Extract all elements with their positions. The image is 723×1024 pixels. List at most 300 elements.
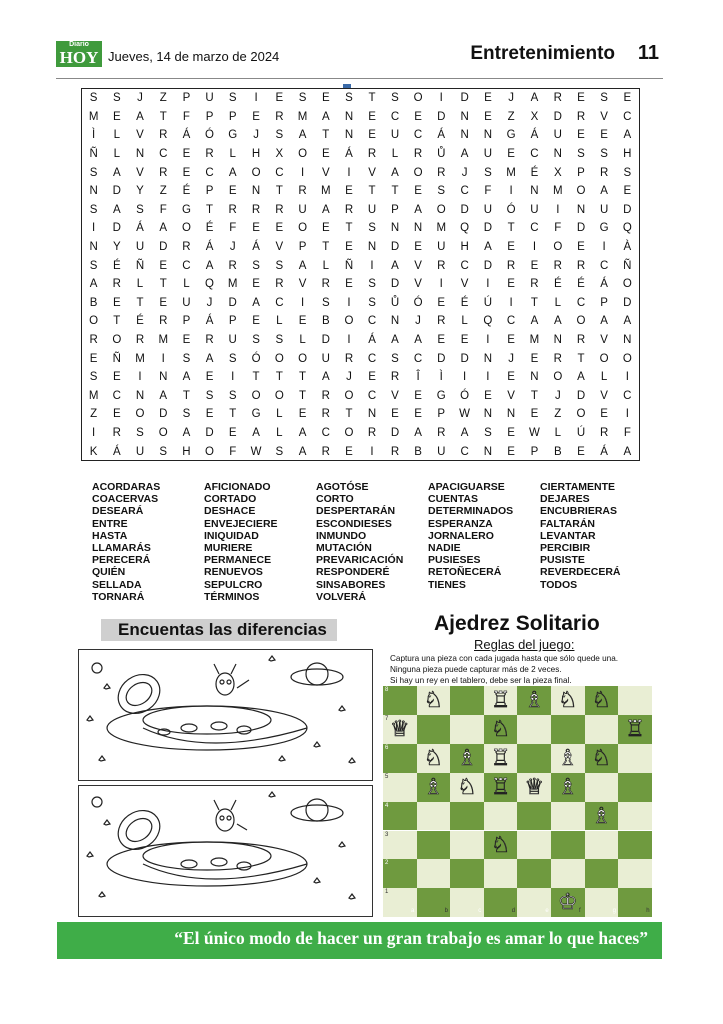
grid-letter[interactable]: Á bbox=[112, 445, 121, 458]
grid-letter[interactable]: Q bbox=[205, 278, 214, 291]
grid-letter[interactable]: Ú bbox=[483, 296, 493, 309]
grid-letter[interactable]: J bbox=[415, 315, 421, 328]
grid-letter[interactable]: N bbox=[623, 334, 632, 347]
grid-letter[interactable]: L bbox=[554, 296, 562, 309]
grid-letter[interactable]: R bbox=[275, 110, 284, 123]
grid-letter[interactable]: R bbox=[599, 426, 609, 439]
grid-letter[interactable]: E bbox=[205, 408, 214, 421]
grid-letter[interactable]: S bbox=[437, 185, 446, 198]
grid-letter[interactable]: E bbox=[414, 408, 422, 421]
grid-letter[interactable]: S bbox=[321, 296, 330, 309]
queen-piece[interactable]: ♕ bbox=[389, 715, 410, 741]
grid-letter[interactable]: T bbox=[229, 408, 237, 421]
grid-letter[interactable]: N bbox=[367, 241, 377, 254]
grid-letter[interactable]: E bbox=[182, 166, 191, 179]
grid-letter[interactable]: R bbox=[228, 259, 237, 272]
grid-letter[interactable]: P bbox=[182, 315, 191, 328]
board-square[interactable] bbox=[585, 859, 619, 888]
grid-letter[interactable]: X bbox=[553, 166, 562, 179]
grid-letter[interactable]: D bbox=[112, 185, 121, 198]
grid-letter[interactable]: I bbox=[486, 334, 490, 347]
grid-letter[interactable]: L bbox=[229, 148, 236, 161]
knight-piece[interactable]: ♘ bbox=[557, 687, 578, 712]
grid-letter[interactable]: O bbox=[599, 352, 609, 365]
board-square[interactable] bbox=[618, 859, 652, 888]
grid-letter[interactable]: Y bbox=[112, 241, 121, 254]
grid-letter[interactable]: I bbox=[161, 352, 165, 365]
grid-letter[interactable]: E bbox=[437, 296, 446, 309]
knight-piece[interactable]: ♘ bbox=[490, 715, 511, 741]
grid-letter[interactable]: D bbox=[437, 110, 446, 123]
grid-letter[interactable]: M bbox=[227, 278, 238, 291]
grid-letter[interactable]: S bbox=[275, 259, 284, 272]
grid-letter[interactable]: B bbox=[414, 445, 422, 458]
grid-letter[interactable]: F bbox=[229, 445, 237, 458]
grid-letter[interactable]: U bbox=[321, 352, 330, 365]
grid-letter[interactable]: S bbox=[577, 148, 585, 161]
grid-letter[interactable]: V bbox=[460, 278, 469, 291]
grid-letter[interactable]: I bbox=[625, 371, 629, 384]
grid-letter[interactable]: A bbox=[252, 296, 260, 309]
grid-letter[interactable]: A bbox=[623, 315, 632, 328]
grid-letter[interactable]: A bbox=[136, 110, 144, 123]
grid-letter[interactable]: L bbox=[600, 371, 608, 384]
grid-letter[interactable]: S bbox=[89, 371, 98, 384]
grid-letter[interactable]: R bbox=[321, 445, 330, 458]
grid-letter[interactable]: C bbox=[413, 129, 423, 142]
board-square[interactable] bbox=[585, 715, 619, 744]
grid-letter[interactable]: E bbox=[623, 92, 632, 105]
grid-letter[interactable]: J bbox=[137, 92, 143, 105]
grid-letter[interactable]: N bbox=[344, 129, 354, 142]
bishop-piece[interactable]: ♗ bbox=[557, 744, 578, 770]
grid-letter[interactable]: O bbox=[158, 426, 168, 439]
grid-letter[interactable]: Á bbox=[437, 129, 446, 142]
grid-letter[interactable]: À bbox=[623, 241, 632, 254]
grid-letter[interactable]: E bbox=[182, 148, 191, 161]
grid-letter[interactable]: V bbox=[600, 110, 608, 123]
grid-letter[interactable]: A bbox=[112, 166, 121, 179]
grid-letter[interactable]: T bbox=[507, 222, 515, 235]
grid-letter[interactable]: T bbox=[299, 389, 307, 402]
grid-letter[interactable]: R bbox=[390, 445, 400, 458]
grid-letter[interactable]: E bbox=[345, 241, 353, 254]
grid-letter[interactable]: U bbox=[390, 129, 400, 142]
grid-letter[interactable]: T bbox=[530, 296, 538, 309]
grid-letter[interactable]: S bbox=[252, 259, 260, 272]
grid-letter[interactable]: X bbox=[530, 110, 539, 123]
grid-letter[interactable]: M bbox=[88, 389, 99, 402]
grid-letter[interactable]: R bbox=[321, 278, 330, 291]
grid-letter[interactable]: V bbox=[414, 278, 422, 291]
grid-letter[interactable]: P bbox=[391, 203, 399, 216]
grid-letter[interactable]: C bbox=[159, 148, 168, 161]
grid-letter[interactable]: Ů bbox=[437, 148, 446, 161]
grid-letter[interactable]: R bbox=[159, 129, 168, 142]
grid-letter[interactable]: A bbox=[298, 259, 307, 272]
grid-letter[interactable]: B bbox=[553, 445, 562, 458]
grid-letter[interactable]: J bbox=[461, 166, 468, 179]
grid-letter[interactable]: Á bbox=[600, 445, 608, 458]
grid-letter[interactable]: N bbox=[483, 352, 493, 365]
grid-letter[interactable]: S bbox=[89, 92, 98, 105]
rook-piece[interactable]: ♖ bbox=[625, 715, 645, 741]
grid-letter[interactable]: A bbox=[89, 278, 98, 291]
grid-letter[interactable]: U bbox=[599, 203, 609, 216]
grid-letter[interactable]: C bbox=[530, 222, 539, 235]
grid-letter[interactable]: D bbox=[623, 296, 632, 309]
grid-letter[interactable]: R bbox=[321, 389, 330, 402]
grid-letter[interactable]: E bbox=[321, 92, 330, 105]
grid-letter[interactable]: P bbox=[205, 110, 214, 123]
grid-letter[interactable]: R bbox=[135, 334, 145, 347]
grid-letter[interactable]: C bbox=[460, 185, 469, 198]
grid-letter[interactable]: S bbox=[228, 389, 237, 402]
grid-letter[interactable]: A bbox=[600, 315, 608, 328]
grid-letter[interactable]: R bbox=[159, 315, 168, 328]
grid-letter[interactable]: E bbox=[345, 278, 353, 291]
grid-letter[interactable]: P bbox=[228, 110, 237, 123]
board-square[interactable] bbox=[450, 831, 484, 860]
grid-letter[interactable]: A bbox=[530, 92, 539, 105]
grid-letter[interactable]: D bbox=[390, 241, 400, 254]
grid-letter[interactable]: E bbox=[368, 371, 376, 384]
grid-letter[interactable]: R bbox=[390, 371, 400, 384]
grid-letter[interactable]: A bbox=[414, 426, 422, 439]
grid-letter[interactable]: Ů bbox=[390, 296, 400, 309]
bishop-piece[interactable]: ♗ bbox=[591, 802, 612, 828]
grid-letter[interactable]: R bbox=[599, 166, 609, 179]
knight-piece[interactable]: ♘ bbox=[457, 773, 477, 799]
grid-letter[interactable]: R bbox=[367, 426, 377, 439]
grid-letter[interactable]: T bbox=[275, 185, 283, 198]
grid-letter[interactable]: Z bbox=[554, 408, 562, 421]
grid-letter[interactable]: Z bbox=[507, 110, 515, 123]
grid-letter[interactable]: R bbox=[344, 203, 354, 216]
grid-letter[interactable]: T bbox=[159, 110, 167, 123]
grid-letter[interactable]: Z bbox=[90, 408, 98, 421]
grid-letter[interactable]: E bbox=[112, 371, 121, 384]
grid-letter[interactable]: J bbox=[508, 352, 514, 365]
grid-letter[interactable]: D bbox=[483, 222, 493, 235]
grid-letter[interactable]: D bbox=[576, 222, 586, 235]
grid-letter[interactable]: E bbox=[228, 185, 237, 198]
grid-letter[interactable]: E bbox=[507, 426, 515, 439]
grid-letter[interactable]: C bbox=[367, 352, 377, 365]
board-square[interactable] bbox=[450, 715, 484, 744]
grid-letter[interactable]: M bbox=[158, 334, 169, 347]
grid-letter[interactable]: T bbox=[299, 371, 307, 384]
queen-piece[interactable]: ♕ bbox=[524, 773, 545, 799]
grid-letter[interactable]: T bbox=[252, 371, 260, 384]
board-square[interactable] bbox=[517, 715, 551, 744]
grid-letter[interactable]: S bbox=[298, 92, 307, 105]
grid-letter[interactable]: T bbox=[368, 92, 376, 105]
grid-letter[interactable]: E bbox=[530, 408, 539, 421]
grid-letter[interactable]: S bbox=[182, 408, 191, 421]
grid-letter[interactable]: I bbox=[347, 296, 351, 309]
grid-letter[interactable]: O bbox=[436, 203, 446, 216]
knight-piece[interactable]: ♘ bbox=[423, 744, 444, 770]
grid-letter[interactable]: E bbox=[507, 241, 515, 254]
grid-letter[interactable]: D bbox=[112, 222, 121, 235]
grid-letter[interactable]: I bbox=[486, 371, 490, 384]
grid-letter[interactable]: E bbox=[252, 278, 260, 291]
grid-letter[interactable]: L bbox=[136, 278, 144, 291]
grid-letter[interactable]: I bbox=[463, 371, 467, 384]
grid-letter[interactable]: Ó bbox=[251, 352, 261, 365]
grid-letter[interactable]: S bbox=[252, 334, 260, 347]
grid-letter[interactable]: V bbox=[391, 389, 399, 402]
grid-letter[interactable]: C bbox=[275, 296, 284, 309]
grid-letter[interactable]: P bbox=[437, 408, 446, 421]
grid-letter[interactable]: E bbox=[368, 110, 376, 123]
grid-letter[interactable]: Ñ bbox=[135, 259, 145, 272]
grid-letter[interactable]: G bbox=[251, 408, 261, 421]
grid-letter[interactable]: C bbox=[367, 315, 377, 328]
board-square[interactable] bbox=[618, 773, 652, 802]
grid-letter[interactable]: I bbox=[532, 241, 537, 254]
differences-image-bottom[interactable] bbox=[78, 785, 373, 917]
grid-letter[interactable]: C bbox=[460, 259, 469, 272]
grid-letter[interactable]: U bbox=[298, 203, 307, 216]
grid-letter[interactable]: É bbox=[577, 278, 585, 291]
grid-letter[interactable]: M bbox=[297, 110, 308, 123]
grid-letter[interactable]: L bbox=[113, 129, 120, 142]
board-square[interactable] bbox=[517, 744, 551, 773]
grid-letter[interactable]: G bbox=[181, 203, 191, 216]
grid-letter[interactable]: X bbox=[275, 148, 284, 161]
grid-letter[interactable]: I bbox=[370, 259, 374, 272]
grid-letter[interactable]: A bbox=[298, 426, 307, 439]
grid-letter[interactable]: L bbox=[276, 315, 283, 328]
grid-letter[interactable]: C bbox=[182, 259, 191, 272]
board-square[interactable] bbox=[551, 831, 585, 860]
board-square[interactable] bbox=[585, 831, 619, 860]
grid-letter[interactable]: E bbox=[321, 148, 330, 161]
grid-letter[interactable]: E bbox=[159, 296, 168, 309]
grid-letter[interactable]: S bbox=[275, 334, 284, 347]
grid-letter[interactable]: V bbox=[136, 166, 144, 179]
grid-letter[interactable]: O bbox=[274, 389, 284, 402]
grid-letter[interactable]: R bbox=[576, 334, 586, 347]
grid-letter[interactable]: N bbox=[530, 371, 539, 384]
grid-letter[interactable]: A bbox=[205, 352, 214, 365]
board-square[interactable] bbox=[450, 802, 484, 831]
grid-letter[interactable]: T bbox=[182, 389, 190, 402]
grid-letter[interactable]: O bbox=[298, 222, 308, 235]
grid-letter[interactable]: V bbox=[507, 389, 515, 402]
grid-letter[interactable]: P bbox=[228, 315, 237, 328]
grid-letter[interactable]: Î bbox=[416, 371, 420, 384]
grid-letter[interactable]: R bbox=[275, 278, 284, 291]
grid-letter[interactable]: G bbox=[228, 129, 238, 142]
grid-letter[interactable]: R bbox=[437, 315, 446, 328]
grid-letter[interactable]: Ó bbox=[413, 296, 423, 309]
grid-letter[interactable]: A bbox=[298, 445, 307, 458]
grid-letter[interactable]: T bbox=[322, 129, 330, 142]
grid-letter[interactable]: E bbox=[484, 92, 492, 105]
grid-letter[interactable]: N bbox=[483, 445, 493, 458]
grid-letter[interactable]: D bbox=[159, 408, 168, 421]
knight-piece[interactable]: ♘ bbox=[423, 687, 444, 712]
grid-letter[interactable]: O bbox=[553, 241, 563, 254]
board-square[interactable] bbox=[417, 715, 451, 744]
grid-letter[interactable]: E bbox=[460, 334, 469, 347]
grid-letter[interactable]: R bbox=[89, 334, 98, 347]
grid-letter[interactable]: D bbox=[159, 241, 168, 254]
grid-letter[interactable]: O bbox=[622, 352, 632, 365]
grid-letter[interactable]: A bbox=[159, 389, 168, 402]
knight-piece[interactable]: ♘ bbox=[490, 831, 511, 857]
grid-letter[interactable]: N bbox=[460, 110, 469, 123]
grid-letter[interactable]: C bbox=[530, 148, 539, 161]
knight-piece[interactable]: ♘ bbox=[591, 687, 612, 712]
grid-letter[interactable]: S bbox=[600, 92, 608, 105]
grid-letter[interactable]: Ó bbox=[506, 203, 516, 216]
grid-letter[interactable]: I bbox=[92, 222, 96, 235]
grid-letter[interactable]: L bbox=[183, 278, 190, 291]
board-square[interactable] bbox=[517, 802, 551, 831]
grid-letter[interactable]: E bbox=[577, 129, 585, 142]
grid-letter[interactable]: N bbox=[553, 334, 562, 347]
grid-letter[interactable]: I bbox=[300, 296, 305, 309]
grid-letter[interactable]: O bbox=[251, 166, 261, 179]
grid-letter[interactable]: S bbox=[89, 203, 98, 216]
grid-letter[interactable]: S bbox=[89, 259, 98, 272]
grid-letter[interactable]: O bbox=[344, 389, 354, 402]
grid-letter[interactable]: N bbox=[530, 185, 539, 198]
grid-letter[interactable]: S bbox=[484, 426, 492, 439]
grid-letter[interactable]: N bbox=[344, 110, 354, 123]
king-piece[interactable]: ♔ bbox=[557, 889, 578, 915]
grid-letter[interactable]: C bbox=[321, 426, 330, 439]
grid-letter[interactable]: A bbox=[321, 110, 330, 123]
grid-letter[interactable]: N bbox=[576, 203, 586, 216]
grid-letter[interactable]: U bbox=[483, 148, 493, 161]
grid-letter[interactable]: O bbox=[135, 408, 145, 421]
grid-letter[interactable]: A bbox=[530, 315, 539, 328]
grid-letter[interactable]: Y bbox=[136, 185, 144, 198]
grid-letter[interactable]: S bbox=[159, 445, 168, 458]
grid-letter[interactable]: A bbox=[460, 426, 469, 439]
grid-letter[interactable]: E bbox=[182, 334, 191, 347]
grid-letter[interactable]: P bbox=[182, 92, 191, 105]
grid-letter[interactable]: A bbox=[553, 315, 562, 328]
grid-letter[interactable]: Q bbox=[460, 222, 470, 235]
rook-piece[interactable]: ♖ bbox=[490, 744, 511, 770]
board-square[interactable] bbox=[551, 715, 585, 744]
grid-letter[interactable]: O bbox=[344, 426, 354, 439]
grid-letter[interactable]: A bbox=[414, 334, 422, 347]
grid-letter[interactable]: E bbox=[275, 222, 284, 235]
grid-letter[interactable]: R bbox=[275, 203, 284, 216]
grid-letter[interactable]: R bbox=[553, 352, 562, 365]
grid-letter[interactable]: Á bbox=[252, 241, 260, 254]
grid-letter[interactable]: R bbox=[159, 166, 168, 179]
grid-letter[interactable]: O bbox=[181, 222, 191, 235]
board-square[interactable] bbox=[417, 831, 451, 860]
grid-letter[interactable]: T bbox=[136, 296, 144, 309]
grid-letter[interactable]: T bbox=[530, 389, 538, 402]
grid-letter[interactable]: S bbox=[136, 203, 144, 216]
grid-letter[interactable]: E bbox=[507, 334, 515, 347]
grid-letter[interactable]: E bbox=[600, 408, 608, 421]
grid-letter[interactable]: D bbox=[623, 203, 632, 216]
grid-letter[interactable]: E bbox=[252, 315, 260, 328]
grid-letter[interactable]: A bbox=[484, 241, 492, 254]
grid-letter[interactable]: Á bbox=[136, 222, 144, 235]
grid-letter[interactable]: A bbox=[205, 259, 214, 272]
grid-letter[interactable]: M bbox=[436, 222, 447, 235]
grid-letter[interactable]: E bbox=[414, 241, 422, 254]
grid-letter[interactable]: E bbox=[112, 296, 121, 309]
grid-letter[interactable]: W bbox=[459, 408, 471, 421]
grid-letter[interactable]: L bbox=[322, 259, 329, 272]
grid-letter[interactable]: O bbox=[298, 352, 308, 365]
grid-letter[interactable]: R bbox=[530, 278, 539, 291]
grid-letter[interactable]: T bbox=[159, 278, 167, 291]
grid-letter[interactable]: A bbox=[112, 203, 121, 216]
grid-letter[interactable]: U bbox=[553, 129, 562, 142]
rook-piece[interactable]: ♖ bbox=[490, 773, 511, 799]
grid-letter[interactable]: E bbox=[252, 110, 260, 123]
grid-letter[interactable]: U bbox=[483, 203, 493, 216]
grid-letter[interactable]: Ñ bbox=[623, 259, 632, 272]
grid-letter[interactable]: D bbox=[205, 426, 214, 439]
grid-letter[interactable]: C bbox=[390, 110, 400, 123]
grid-letter[interactable]: A bbox=[252, 426, 260, 439]
grid-letter[interactable]: É bbox=[553, 278, 562, 291]
grid-letter[interactable]: É bbox=[136, 315, 144, 328]
grid-letter[interactable]: S bbox=[368, 296, 376, 309]
grid-letter[interactable]: E bbox=[252, 222, 260, 235]
grid-letter[interactable]: R bbox=[413, 148, 423, 161]
grid-letter[interactable]: T bbox=[345, 408, 353, 421]
grid-letter[interactable]: N bbox=[135, 389, 145, 402]
grid-letter[interactable]: S bbox=[275, 129, 284, 142]
grid-letter[interactable]: R bbox=[112, 278, 121, 291]
grid-letter[interactable]: E bbox=[112, 408, 121, 421]
grid-letter[interactable]: A bbox=[391, 259, 399, 272]
grid-letter[interactable]: Ñ bbox=[89, 148, 98, 161]
grid-letter[interactable]: E bbox=[530, 259, 539, 272]
grid-letter[interactable]: R bbox=[437, 166, 446, 179]
grid-letter[interactable]: C bbox=[367, 389, 377, 402]
grid-letter[interactable]: Á bbox=[205, 315, 214, 328]
grid-letter[interactable]: I bbox=[254, 92, 258, 105]
grid-letter[interactable]: N bbox=[506, 408, 516, 421]
grid-letter[interactable]: E bbox=[507, 445, 515, 458]
bishop-piece[interactable]: ♗ bbox=[423, 773, 444, 799]
grid-letter[interactable]: M bbox=[88, 110, 99, 123]
grid-letter[interactable]: D bbox=[460, 92, 469, 105]
board-square[interactable] bbox=[417, 802, 451, 831]
grid-letter[interactable]: I bbox=[92, 426, 96, 439]
grid-letter[interactable]: G bbox=[436, 389, 446, 402]
grid-letter[interactable]: T bbox=[368, 185, 376, 198]
grid-letter[interactable]: S bbox=[112, 92, 121, 105]
grid-letter[interactable]: Á bbox=[345, 148, 353, 161]
grid-letter[interactable]: U bbox=[182, 296, 191, 309]
grid-letter[interactable]: O bbox=[413, 92, 423, 105]
grid-letter[interactable]: Ì bbox=[92, 129, 96, 142]
grid-letter[interactable]: R bbox=[437, 426, 446, 439]
grid-letter[interactable]: A bbox=[391, 166, 399, 179]
board-square[interactable] bbox=[484, 859, 518, 888]
grid-letter[interactable]: N bbox=[553, 148, 562, 161]
grid-letter[interactable]: M bbox=[553, 185, 563, 198]
